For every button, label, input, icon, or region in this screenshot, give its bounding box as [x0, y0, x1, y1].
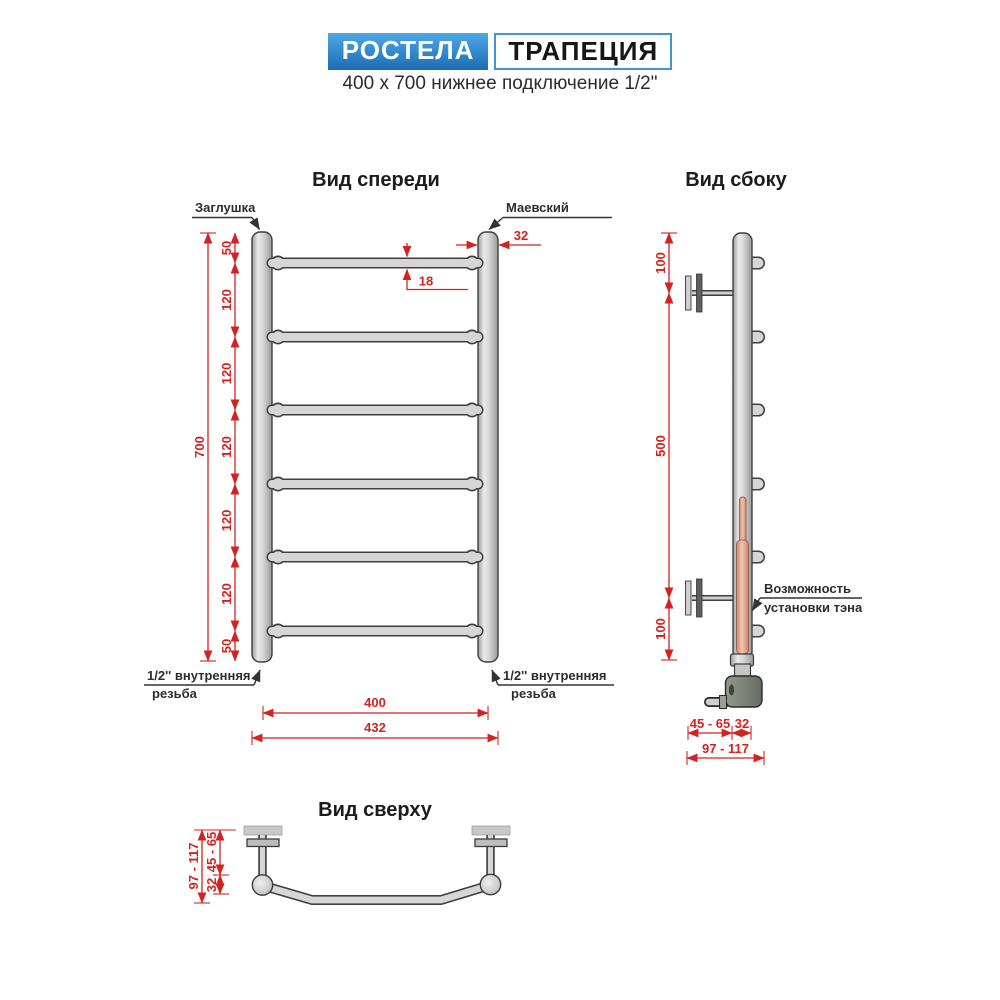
side-view-title: Вид сбоку: [685, 169, 787, 191]
left-post: [252, 232, 272, 662]
dim-total-height-value: 700: [192, 436, 207, 458]
dim-side-vertical: [653, 233, 677, 660]
post-section-right: [480, 874, 500, 894]
plug-label: Заглушка: [195, 200, 256, 215]
dim-bottom-offset-value: 100: [653, 618, 668, 640]
top-view-radiator: [244, 826, 510, 900]
front-view-radiator: [252, 232, 498, 662]
dim-width-centers: [263, 695, 488, 720]
heater-box-detail: [729, 685, 734, 696]
dim-top-wall-to-post-value: 45 - 65: [204, 831, 219, 873]
thread-left-label-line1: 1/2'' внутренняя: [147, 668, 251, 683]
model-name: ТРАПЕЦИЯ: [508, 36, 659, 66]
dim-wall-to-post-value: 45 - 65: [689, 716, 731, 731]
cable-ferrule: [720, 696, 727, 709]
brand-name: РОСТЕЛА: [341, 35, 475, 65]
front-view: [144, 169, 614, 745]
thread-left-leader-arrow: [254, 670, 260, 685]
dim-top-offset-value: 100: [653, 252, 668, 274]
dim-width-centers-value: 400: [364, 695, 386, 710]
dim-chain-value-5: 120: [219, 509, 234, 532]
plug-callout: [192, 200, 260, 230]
top-view-title: Вид сверху: [318, 799, 432, 821]
front-view-title: Вид спереди: [312, 169, 440, 191]
dim-total-height: [192, 233, 216, 661]
dim-total-depth-value: 97 - 117: [702, 741, 749, 756]
product-subtitle: 400 x 700 нижнее подключение 1/2": [342, 73, 658, 94]
wall-bracket-top: [686, 274, 735, 312]
air-valve-label: Маевский: [506, 200, 569, 215]
thread-callout-right: [492, 668, 614, 701]
thread-right-label-line2: резьба: [511, 686, 556, 701]
dim-top-total-depth-value: 97 - 117: [186, 842, 201, 890]
crossbar-6: [271, 624, 480, 639]
dim-width-overall: [252, 720, 498, 745]
dim-bracket-span-value: 500: [653, 435, 668, 457]
dim-chain-value-3: 120: [219, 362, 234, 385]
thread-right-leader-arrow: [492, 670, 498, 685]
dim-chain-value-4: 120: [219, 436, 234, 458]
heater-leader-arrow: [753, 598, 761, 611]
wall-bracket-bottom: [686, 579, 735, 617]
wall-segment-left: [244, 826, 282, 835]
crossbar-2: [271, 330, 480, 345]
dim-side-post-diameter-value: 32: [734, 716, 750, 731]
dim-bar-diameter-value: 18: [418, 273, 434, 289]
dim-width-overall-value: 432: [364, 720, 386, 735]
top-view: [186, 799, 510, 903]
heater-label-line2: установки тэна: [764, 600, 863, 615]
dim-top-depth: [186, 830, 236, 903]
crossbar-3: [271, 403, 480, 418]
dim-post-diameter-value: 32: [513, 228, 529, 243]
thread-left-label-line2: резьба: [152, 686, 197, 701]
crossbar-1: [271, 256, 480, 271]
dim-chain-value-2: 120: [219, 289, 234, 311]
electric-heater-unit: [709, 654, 762, 709]
dim-side-depth: [687, 716, 764, 765]
post-section-left: [252, 875, 272, 895]
wall-segment-right: [472, 826, 510, 835]
side-view: [653, 169, 863, 765]
crossbar-5: [271, 550, 480, 565]
thread-callout-left: [144, 668, 260, 701]
side-view-radiator: [686, 233, 763, 709]
heater-label-line1: Возможность: [764, 581, 851, 596]
thread-right-label-line1: 1/2'' внутренняя: [503, 668, 607, 683]
dim-top-post-diameter-value: 32: [204, 877, 219, 893]
plug-leader-arrow: [252, 218, 260, 230]
dim-chain: [219, 233, 235, 661]
dim-chain-value-1: 50: [219, 240, 234, 256]
dim-chain-value-6: 120: [219, 583, 234, 605]
right-post: [478, 232, 498, 662]
air-valve-leader-arrow: [489, 218, 503, 230]
dim-chain-value-7: 50: [219, 638, 234, 654]
heater-callout: [753, 581, 864, 615]
crossbar-4: [271, 477, 480, 492]
air-valve-callout: [489, 200, 612, 230]
